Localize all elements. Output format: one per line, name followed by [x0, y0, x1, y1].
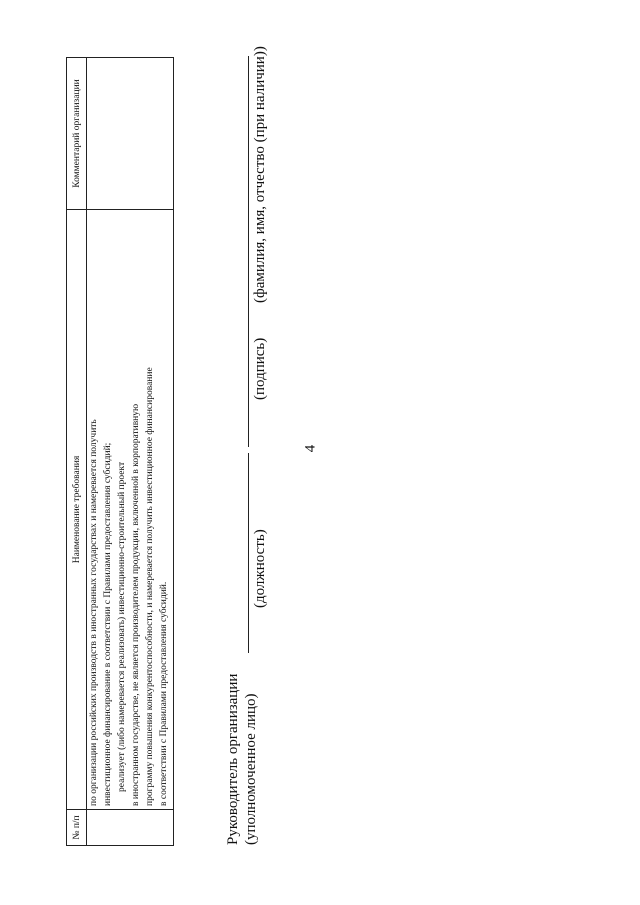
- requirement-text-cell: [87, 210, 174, 810]
- header-organization-comment: Комментарий организации: [67, 58, 87, 210]
- row-number-cell: [87, 810, 174, 846]
- requirement-line: инвестиционное финансирование в соответствии с Правилами предоставления субсидий;: [103, 442, 113, 806]
- page-number: 4: [302, 444, 319, 453]
- head-of-organization-label: Руководитель организации: [225, 673, 241, 845]
- requirement-line: реализует (либо намеревается реализовать) инвестиционно-строительный проект: [117, 461, 127, 792]
- header-requirement-name: Наименование требования: [67, 210, 87, 810]
- requirement-line: по организации российских производств в иностранных государствах и намеревается получить: [89, 419, 99, 806]
- position-caption: (должность): [252, 529, 268, 608]
- position-line: [248, 453, 249, 653]
- requirements-table: [66, 57, 174, 846]
- requirement-line: программу повышения конкурентоспособности, и намеревается получить инвестиционное финансирование: [145, 367, 155, 806]
- full-name-caption: (фамилия, имя, отчество (при наличии)): [252, 46, 268, 303]
- table-header-row: [67, 58, 87, 846]
- signature-caption: (подпись): [252, 337, 268, 400]
- requirement-line: в соответствии с Правилами предоставления субсидий.: [159, 581, 169, 806]
- table-row: [87, 58, 174, 846]
- full-name-line: [248, 56, 249, 301]
- requirement-line: в иностранном государстве, не является производителем продукции, включенной в корпоративную: [131, 403, 141, 806]
- comment-cell: [87, 58, 174, 210]
- header-number: № п/п: [67, 810, 87, 846]
- authorized-person-label: (уполномоченное лицо): [243, 693, 259, 845]
